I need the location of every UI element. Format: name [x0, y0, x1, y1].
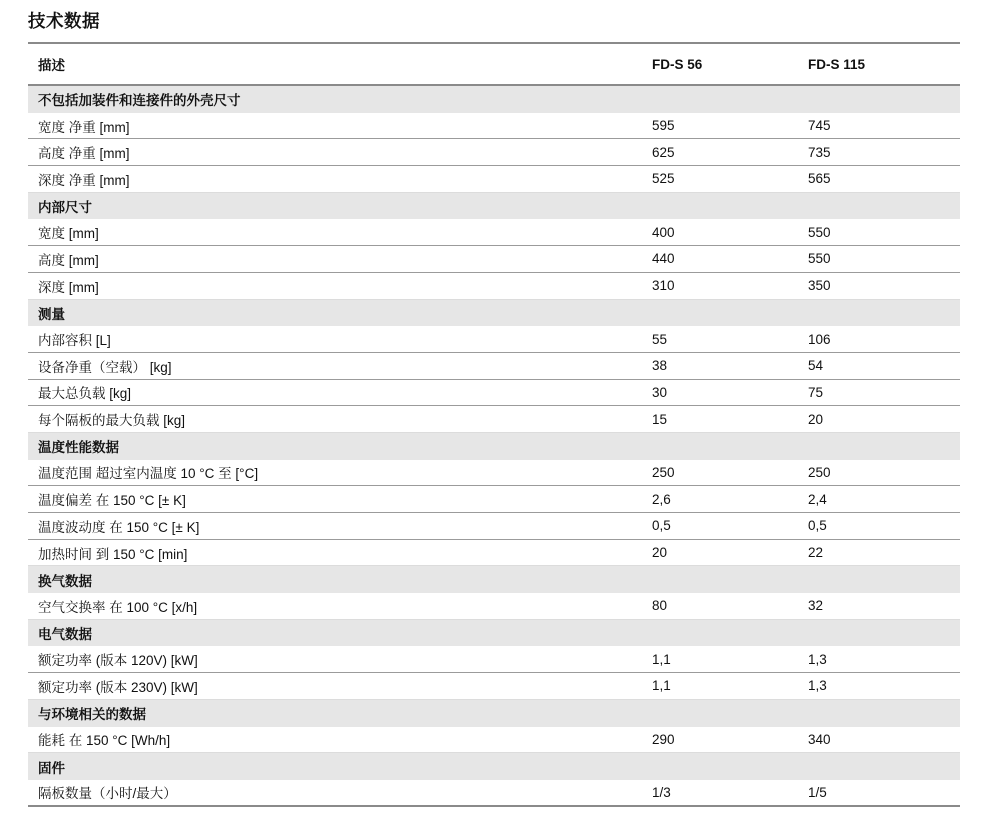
row-label: 深度 [mm]	[38, 279, 99, 295]
section-label: 内部尺寸	[38, 200, 92, 216]
section-label: 与环境相关的数据	[38, 707, 146, 723]
value-fds56: 15	[652, 411, 668, 427]
table-row	[28, 486, 960, 513]
table-row	[28, 780, 960, 807]
page-title: 技术数据	[28, 0, 960, 44]
value-fds115: 0,5	[808, 518, 827, 534]
table-row	[28, 326, 960, 353]
row-label: 温度偏差 在 150 °C [± K]	[38, 493, 186, 509]
table-row	[28, 513, 960, 540]
value-fds115: 250	[808, 464, 831, 480]
value-fds115: 350	[808, 278, 831, 294]
value-fds115: 735	[808, 144, 831, 160]
value-fds115: 550	[808, 224, 831, 240]
section-row	[28, 566, 960, 593]
table-row	[28, 727, 960, 754]
value-fds115: 2,4	[808, 491, 827, 507]
section-row	[28, 620, 960, 647]
value-fds115: 22	[808, 545, 824, 561]
value-fds56: 525	[652, 171, 675, 187]
value-fds56: 310	[652, 278, 675, 294]
value-fds115: 550	[808, 251, 831, 267]
row-label: 高度 净重 [mm]	[38, 146, 130, 162]
value-fds56: 2,6	[652, 491, 671, 507]
value-fds56: 400	[652, 224, 675, 240]
table-row	[28, 406, 960, 433]
section-row	[28, 700, 960, 727]
datasheet-page	[28, 0, 960, 807]
row-label: 宽度 净重 [mm]	[38, 119, 130, 135]
table-row	[28, 139, 960, 166]
section-row	[28, 753, 960, 780]
value-fds56: 1/3	[652, 784, 671, 800]
section-label: 温度性能数据	[38, 440, 119, 456]
table-row	[28, 273, 960, 300]
table-row	[28, 540, 960, 567]
row-label: 每个隔板的最大负载 [kg]	[38, 413, 186, 429]
section-row	[28, 86, 960, 113]
value-fds56: 1,1	[652, 678, 671, 694]
table-row	[28, 380, 960, 407]
row-label: 能耗 在 150 °C [Wh/h]	[38, 733, 171, 749]
row-label: 额定功率 (版本 230V) [kW]	[38, 679, 198, 695]
value-fds56: 55	[652, 331, 668, 347]
table-row	[28, 166, 960, 193]
section-row	[28, 193, 960, 220]
row-label: 宽度 [mm]	[38, 226, 99, 242]
value-fds115: 20	[808, 411, 824, 427]
value-fds56: 1,1	[652, 651, 671, 667]
table-row	[28, 219, 960, 246]
row-label: 深度 净重 [mm]	[38, 172, 130, 188]
section-label: 不包括加装件和连接件的外壳尺寸	[38, 93, 241, 109]
table-row	[28, 246, 960, 273]
value-fds115: 1,3	[808, 651, 827, 667]
section-label: 测量	[38, 306, 65, 322]
column-header-fds56: FD-S 56	[652, 56, 703, 72]
row-label: 额定功率 (版本 120V) [kW]	[38, 653, 198, 669]
table-row	[28, 353, 960, 380]
value-fds115: 1,3	[808, 678, 827, 694]
section-label: 电气数据	[38, 627, 92, 643]
row-label: 温度范围 超过室内温度 10 °C 至 [°C]	[38, 466, 259, 482]
table-header-row	[28, 44, 960, 86]
value-fds56: 38	[652, 358, 668, 374]
table-row	[28, 646, 960, 673]
section-label: 换气数据	[38, 573, 92, 589]
section-label: 固件	[38, 760, 65, 776]
row-label: 最大总负载 [kg]	[38, 386, 132, 402]
column-header-fds115: FD-S 115	[808, 56, 866, 72]
value-fds56: 290	[652, 731, 675, 747]
table-row	[28, 460, 960, 487]
row-label: 高度 [mm]	[38, 252, 99, 268]
value-fds56: 20	[652, 545, 668, 561]
row-label: 设备净重（空载） [kg]	[38, 359, 172, 375]
value-fds56: 80	[652, 598, 668, 614]
value-fds115: 745	[808, 118, 831, 134]
section-row	[28, 300, 960, 327]
tech-data-table	[28, 44, 960, 807]
value-fds56: 0,5	[652, 518, 671, 534]
value-fds115: 565	[808, 171, 831, 187]
value-fds115: 75	[808, 384, 824, 400]
table-row	[28, 113, 960, 140]
value-fds115: 106	[808, 331, 831, 347]
table-row	[28, 593, 960, 620]
value-fds115: 54	[808, 358, 824, 374]
table-row	[28, 673, 960, 700]
value-fds56: 595	[652, 118, 675, 134]
row-label: 加热时间 到 150 °C [min]	[38, 546, 188, 562]
row-label: 内部容积 [L]	[38, 333, 111, 349]
value-fds56: 30	[652, 384, 668, 400]
value-fds56: 250	[652, 464, 675, 480]
value-fds115: 1/5	[808, 784, 827, 800]
value-fds115: 32	[808, 598, 824, 614]
value-fds115: 340	[808, 731, 831, 747]
value-fds56: 440	[652, 251, 675, 267]
table-body	[28, 86, 960, 807]
row-label: 温度波动度 在 150 °C [± K]	[38, 519, 200, 535]
row-label: 空气交换率 在 100 °C [x/h]	[38, 599, 198, 615]
section-row	[28, 433, 960, 460]
column-header-description: 描述	[38, 58, 65, 73]
row-label: 隔板数量（小时/最大）	[38, 786, 177, 802]
value-fds56: 625	[652, 144, 675, 160]
